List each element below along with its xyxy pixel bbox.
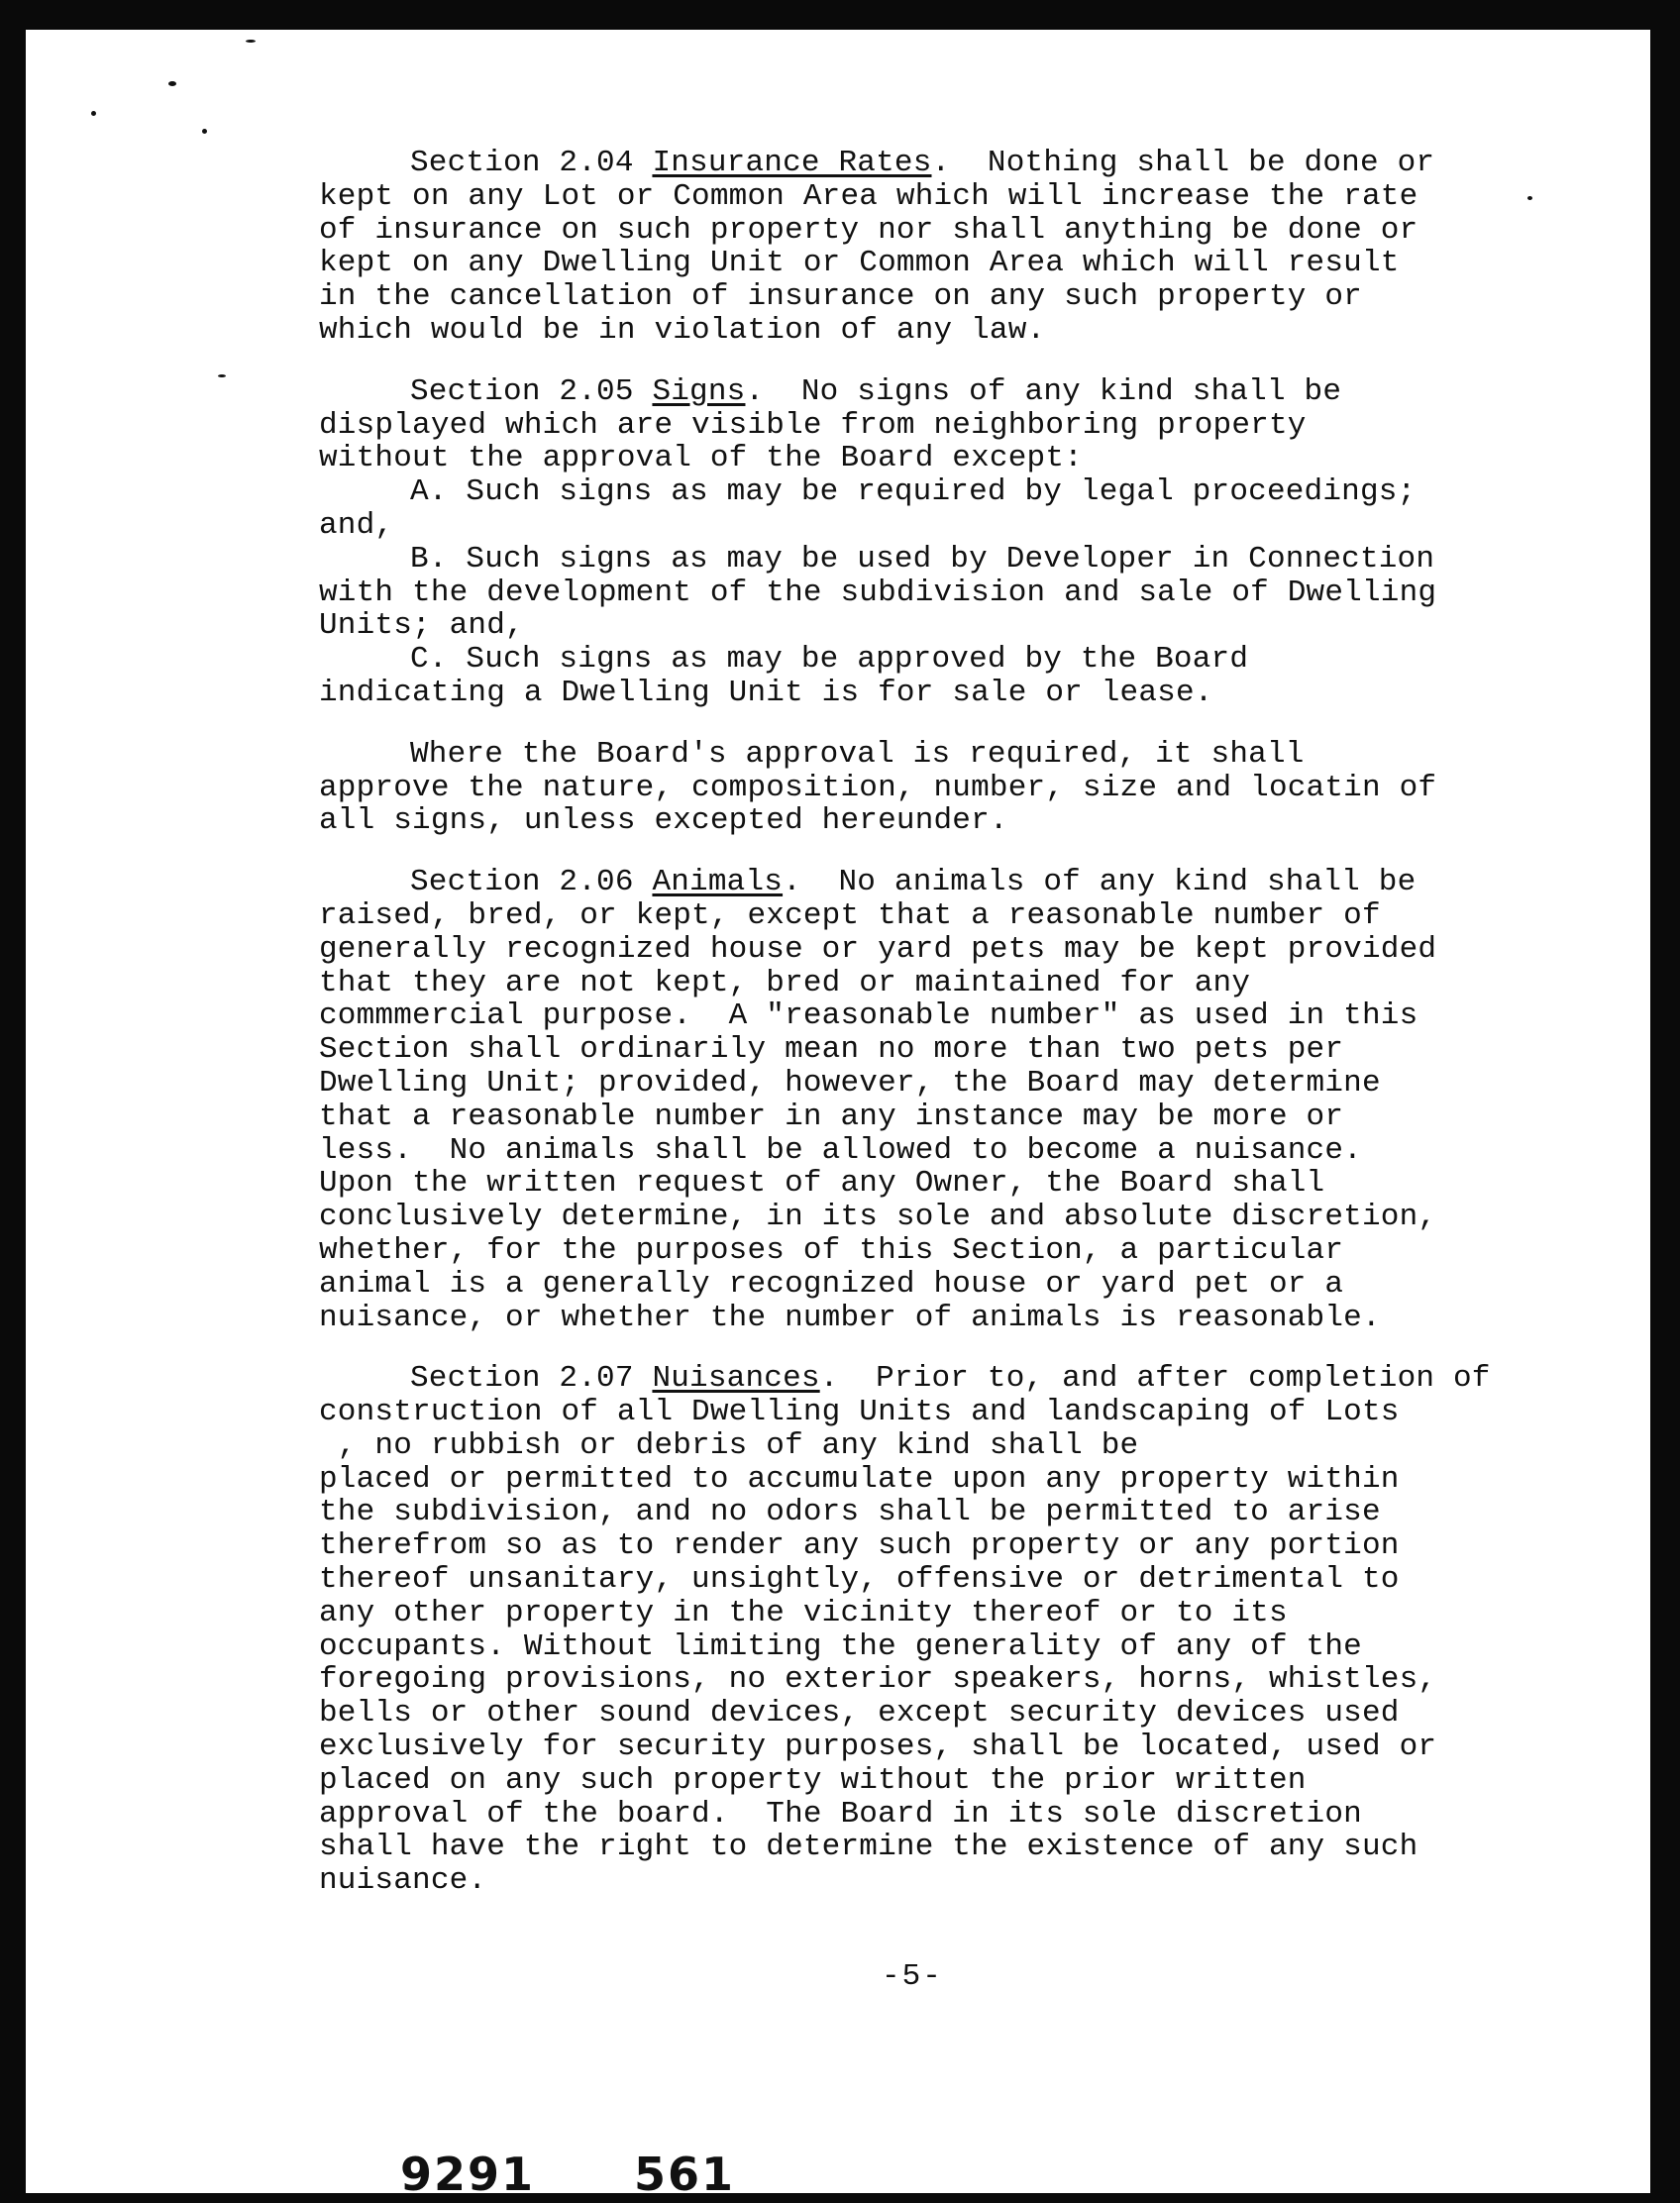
list-item-b: B. Such signs as may be used by Developer in Connection: [410, 541, 1435, 577]
page-number: -5-: [882, 1959, 943, 1994]
body-line: Upon the written request of any Owner, the Board shall: [319, 1166, 1325, 1202]
recording-stamp-right: 561: [634, 2148, 736, 2201]
body-line: placed on any such property without the prior written: [319, 1762, 1307, 1798]
body-line: which would be in violation of any law.: [319, 312, 1046, 348]
body-line: kept on any Dwelling Unit or Common Area which will result: [319, 246, 1400, 281]
section-number: Section 2.05: [410, 373, 653, 409]
section-heading: Signs: [652, 373, 746, 409]
body-line: nuisance, or whether the number of animals is reasonable.: [319, 1300, 1381, 1335]
section-2-07: [319, 1362, 1547, 1898]
body-line: bells or other sound devices, except security devices used: [319, 1696, 1400, 1731]
body-line: therefrom so as to render any such property or any portion: [319, 1528, 1400, 1564]
body-line: , no rubbish or debris of any kind shall be: [319, 1427, 1139, 1463]
body-line: of insurance on such property nor shall anything be done or: [319, 212, 1418, 248]
paragraph-board-approval: [319, 738, 1547, 838]
list-item-a: A. Such signs as may be required by legal proceedings;: [410, 474, 1417, 510]
scan-speck: [218, 374, 226, 377]
body-line: displayed which are visible from neighboring property: [319, 407, 1307, 443]
body-line: thereof unsanitary, unsightly, offensive or detrimental to: [319, 1562, 1400, 1598]
section-number: Section 2.07: [410, 1361, 653, 1397]
body-line: placed or permitted to accumulate upon any property within: [319, 1461, 1400, 1497]
body-line: indicating a Dwelling Unit is for sale or lease.: [319, 675, 1213, 710]
body-line: and,: [319, 507, 394, 543]
recording-stamp-left: 9291: [400, 2148, 536, 2201]
section-first-line: [319, 375, 1547, 409]
body-line: animal is a generally recognized house or yard pet or a: [319, 1266, 1344, 1302]
body-line: with the development of the subdivision and sale of Dwelling: [319, 575, 1437, 610]
document-body: [319, 147, 1547, 1926]
section-text: . No signs of any kind shall be: [745, 373, 1342, 409]
body-line: foregoing provisions, no exterior speakers, horns, whistles,: [319, 1662, 1437, 1698]
body-line: raised, bred, or kept, except that a reasonable number of: [319, 897, 1381, 933]
section-number: Section 2.06: [410, 865, 653, 900]
body-line: the subdivision, and no odors shall be permitted to arise: [319, 1495, 1381, 1530]
body-line: nuisance.: [319, 1863, 487, 1899]
section-2-06: [319, 866, 1547, 1334]
body-line: occupants. Without limiting the generality of any of the: [319, 1628, 1362, 1664]
body-line: generally recognized house or yard pets may be kept provided: [319, 931, 1437, 967]
section-number: Section 2.04: [410, 146, 653, 180]
body-line: approval of the board. The Board in its sole discretion: [319, 1796, 1362, 1832]
body-line: any other property in the vicinity thereof or to its: [319, 1595, 1288, 1630]
scan-speck: [202, 129, 207, 134]
scan-speck: [168, 81, 176, 86]
body-line: construction of all Dwelling Units and landscaping of Lots: [319, 1395, 1400, 1430]
body-line: commmercial purpose. A "reasonable number" as used in this: [319, 998, 1418, 1034]
section-heading: Animals: [652, 865, 784, 900]
section-text: . No animals of any kind shall be: [783, 865, 1417, 900]
body-line: in the cancellation of insurance on any such property or: [319, 279, 1362, 315]
body-line: exclusively for security purposes, shall be located, used or: [319, 1730, 1437, 1765]
body-line: shall have the right to determine the existence of any such: [319, 1830, 1418, 1865]
body-line: approve the nature, composition, number, size and locatin of: [319, 770, 1437, 805]
section-first-line: [319, 147, 1547, 180]
section-2-04: [319, 147, 1547, 348]
body-line: all signs, unless excepted hereunder.: [319, 803, 1008, 839]
scan-speck: [246, 40, 256, 43]
body-line: whether, for the purposes of this Section, a particular: [319, 1232, 1344, 1268]
body-line: kept on any Lot or Common Area which will increase the rate: [319, 178, 1418, 214]
body-line: Units; and,: [319, 608, 524, 644]
body-line: Section shall ordinarily mean no more than two pets per: [319, 1032, 1344, 1068]
section-text: . Nothing shall be done or: [931, 146, 1435, 180]
section-heading: Nuisances: [652, 1361, 820, 1397]
body-line: less. No animals shall be allowed to become a nuisance.: [319, 1132, 1362, 1168]
section-2-05: [319, 375, 1547, 710]
list-item-c: C. Such signs as may be approved by the Board: [410, 642, 1249, 678]
section-first-line: [319, 1362, 1547, 1396]
body-line: without the approval of the Board except:: [319, 441, 1083, 476]
body-line: conclusively determine, in its sole and absolute discretion,: [319, 1200, 1437, 1235]
scan-speck: [91, 111, 96, 116]
body-line: that a reasonable number in any instance may be more or: [319, 1099, 1344, 1134]
section-first-line: [319, 866, 1547, 899]
paragraph-first-line: Where the Board's approval is required, it shall: [410, 736, 1305, 772]
body-line: Dwelling Unit; provided, however, the Board may determine: [319, 1065, 1381, 1101]
section-heading: Insurance Rates: [652, 146, 932, 180]
section-text: . Prior to, and after completion of: [819, 1361, 1491, 1397]
body-line: that they are not kept, bred or maintained for any: [319, 965, 1251, 1000]
